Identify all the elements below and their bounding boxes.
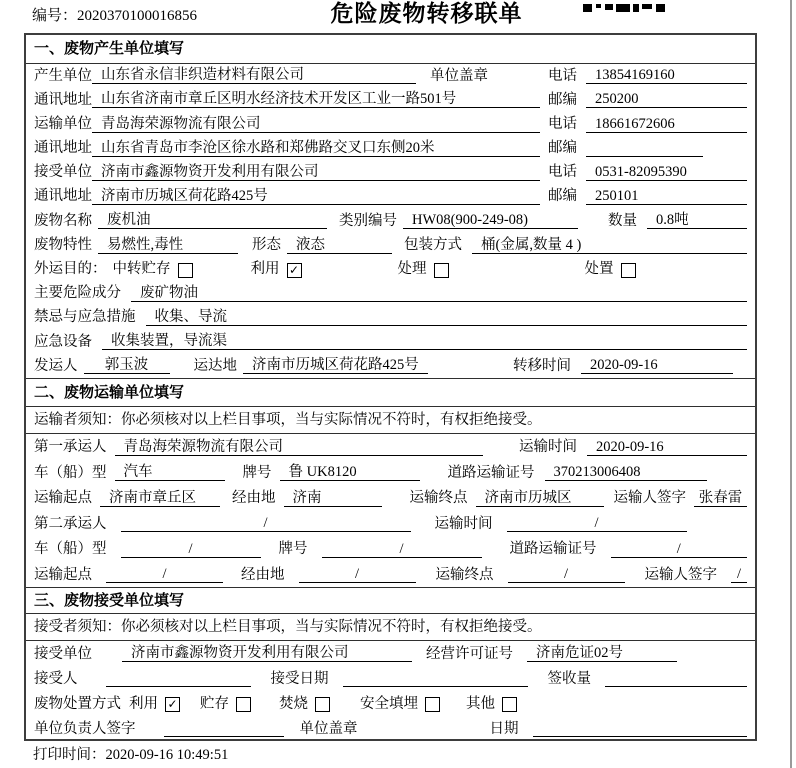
taboo-row bbox=[26, 306, 755, 330]
receive-zip-value: 250101 bbox=[586, 188, 747, 205]
produce-addr-value: 山东省济南市章丘区明水经济技术开发区工业一路501号 bbox=[92, 91, 540, 108]
disposal-option-other bbox=[466, 696, 517, 713]
date-label: 日期 bbox=[489, 720, 519, 737]
purpose-label: 外运目的： bbox=[34, 261, 107, 278]
transport-time-label: 运输时间 bbox=[519, 439, 577, 456]
receive-unit3-row bbox=[26, 641, 755, 666]
print-time-label: 打印时间： bbox=[33, 747, 106, 763]
receive-unit-value: 济南市鑫源物资开发利用有限公司 bbox=[92, 164, 540, 181]
phone-label: 电话 bbox=[548, 67, 577, 84]
receive-unit-row bbox=[26, 161, 755, 185]
disposal-option-landfill bbox=[360, 696, 440, 713]
option-text: 利用 bbox=[250, 261, 280, 278]
main-hazard-value: 废矿物油 bbox=[131, 285, 747, 302]
route2-sign-value: / bbox=[731, 566, 747, 583]
option-text: 其他 bbox=[466, 695, 495, 712]
checkbox-unchecked-icon bbox=[425, 697, 440, 712]
route1-start-label: 运输起点 bbox=[34, 490, 92, 507]
produce-addr-row bbox=[26, 88, 755, 112]
unit-stamp3-label: 单位盖章 bbox=[299, 720, 358, 737]
sender-value: 郭玉波 bbox=[84, 357, 170, 374]
main-hazard-label: 主要危险成分 bbox=[34, 285, 121, 302]
receive-phone-value: 0531-82095390 bbox=[586, 164, 747, 181]
route1-sign-label: 运输人签字 bbox=[613, 490, 686, 507]
route1-via-label: 经由地 bbox=[232, 490, 276, 507]
signed-qty-value bbox=[605, 670, 747, 687]
receive-date-label: 接受日期 bbox=[270, 670, 329, 687]
waste-form-table bbox=[24, 33, 757, 741]
vehicle1-label: 车（船）型 bbox=[34, 464, 107, 481]
option-text: 焚烧 bbox=[279, 695, 308, 712]
quantity-label: 数量 bbox=[608, 212, 637, 229]
transport-unit-row bbox=[26, 112, 755, 136]
route2-end-label: 运输终点 bbox=[435, 566, 494, 583]
packing-value: 桶(金属,数量 4 ) bbox=[472, 237, 747, 254]
disposal-row bbox=[26, 691, 755, 716]
carrier1-label: 第一承运人 bbox=[34, 439, 107, 456]
produce-phone-value: 13854169160 bbox=[586, 67, 747, 84]
route1-sign-value: 张春雷 bbox=[694, 490, 747, 507]
emergency-equip-value: 收集装置，导流渠 bbox=[102, 333, 747, 350]
route2-via-value: / bbox=[299, 566, 416, 583]
phone-label: 电话 bbox=[548, 164, 577, 181]
route1-via-value: 济南 bbox=[284, 490, 382, 507]
form-state-label: 形态 bbox=[252, 236, 281, 253]
checkbox-checked-icon: ✓ bbox=[287, 263, 302, 278]
form-number-label: 编号： bbox=[32, 8, 78, 24]
route2-start-value: / bbox=[106, 566, 223, 583]
purpose-option-transfer bbox=[113, 261, 193, 278]
checkbox-unchecked-icon bbox=[621, 263, 636, 278]
section-1-header: 一、废物产生单位填写 bbox=[26, 35, 755, 64]
purpose-option-dispose bbox=[585, 261, 636, 278]
print-time-value: 2020-09-16 10:49:51 bbox=[105, 747, 229, 763]
main-hazard-row bbox=[26, 282, 755, 306]
print-time bbox=[33, 747, 228, 764]
emergency-equip-row bbox=[26, 330, 755, 354]
waste-name-value: 废机油 bbox=[98, 212, 327, 229]
taboo-value: 收集、导流 bbox=[146, 309, 748, 326]
carrier1-value: 青岛海荣源物流有限公司 bbox=[115, 439, 484, 456]
packing-label: 包装方式 bbox=[404, 236, 462, 253]
zip-label: 邮编 bbox=[548, 91, 577, 108]
taboo-label: 禁忌与应急措施 bbox=[34, 309, 136, 326]
option-text: 安全填埋 bbox=[360, 695, 418, 712]
vehicle2-label: 车（船）型 bbox=[34, 541, 107, 558]
checkbox-unchecked-icon bbox=[178, 263, 193, 278]
business-license-label: 经营许可证号 bbox=[426, 645, 513, 662]
route2-row bbox=[26, 562, 755, 588]
receive-unit3-value: 济南市鑫源物资开发利用有限公司 bbox=[122, 645, 412, 662]
checkbox-checked-icon: ✓ bbox=[165, 697, 180, 712]
produce-unit-row bbox=[26, 64, 755, 88]
purpose-option-use bbox=[251, 261, 302, 278]
carrier2-value: / bbox=[121, 515, 411, 532]
checkbox-unchecked-icon bbox=[502, 697, 517, 712]
vehicle1-row bbox=[26, 460, 755, 486]
purpose-row bbox=[26, 258, 755, 282]
transfer-time-value: 2020-09-16 bbox=[581, 357, 733, 374]
form-state-value: 液态 bbox=[287, 237, 392, 254]
produce-unit-value: 山东省永信非织造材料有限公司 bbox=[92, 67, 416, 84]
transport-time2-label: 运输时间 bbox=[434, 515, 493, 532]
receive-date-value bbox=[343, 670, 528, 687]
waste-name-row bbox=[26, 209, 755, 233]
route1-start-value: 济南市章丘区 bbox=[100, 490, 220, 507]
vehicle1-value: 汽车 bbox=[115, 464, 225, 481]
quantity-value: 0.8吨 bbox=[647, 212, 747, 229]
transport-zip-value bbox=[586, 140, 703, 157]
vehicle2-value: / bbox=[121, 541, 261, 558]
page-title: 危险废物转移联单 bbox=[330, 1, 523, 27]
transporter-notice: 运输者须知：你必须核对以上栏目事项，当与实际情况不符时，有权拒绝接受。 bbox=[26, 407, 755, 434]
sender-label: 发运人 bbox=[34, 357, 78, 374]
route2-end-value: / bbox=[508, 566, 625, 583]
waste-prop-value: 易燃性,毒性 bbox=[98, 237, 238, 254]
transport-addr-row bbox=[26, 137, 755, 161]
zip-label: 邮编 bbox=[548, 188, 577, 205]
produce-zip-value: 250200 bbox=[586, 91, 747, 108]
receive-addr-label: 通讯地址 bbox=[34, 188, 92, 205]
sender-row bbox=[26, 354, 755, 378]
disposal-option-store bbox=[200, 696, 251, 713]
transport-unit-value: 青岛海荣源物流有限公司 bbox=[92, 116, 540, 133]
signed-qty-label: 签收量 bbox=[547, 670, 591, 687]
plate2-label: 牌号 bbox=[278, 541, 308, 558]
category-code-label: 类别编号 bbox=[339, 212, 397, 229]
zip-label: 邮编 bbox=[548, 140, 577, 157]
plate1-label: 牌号 bbox=[242, 464, 272, 481]
unit-stamp-label: 单位盖章 bbox=[430, 67, 488, 84]
route2-start-label: 运输起点 bbox=[34, 566, 92, 583]
disposal-option-burn bbox=[279, 696, 330, 713]
section-3-header: 三、废物接受单位填写 bbox=[26, 587, 755, 614]
disposal-option-use bbox=[129, 696, 180, 713]
road-license1-label: 道路运输证号 bbox=[447, 464, 535, 481]
disposal-label: 废物处置方式 bbox=[34, 695, 121, 712]
qr-code-fragment-icon bbox=[583, 0, 665, 8]
unit-head-sign-value bbox=[164, 720, 284, 737]
emergency-equip-label: 应急设备 bbox=[34, 333, 92, 350]
destination-label: 运达地 bbox=[193, 357, 237, 374]
option-text: 贮存 bbox=[200, 695, 229, 712]
checkbox-unchecked-icon bbox=[315, 697, 330, 712]
road-license2-label: 道路运输证号 bbox=[509, 541, 597, 558]
window-edge-line bbox=[790, 0, 792, 768]
form-number-value: 2020370100016856 bbox=[77, 8, 198, 24]
transport-unit-label: 运输单位 bbox=[34, 115, 92, 132]
road-license1-value: 370213006408 bbox=[545, 464, 708, 481]
transport-phone-value: 18661672606 bbox=[586, 116, 747, 133]
vehicle2-row bbox=[26, 536, 755, 562]
waste-prop-label: 废物特性 bbox=[34, 236, 92, 253]
receiver-value bbox=[106, 670, 251, 687]
option-text: 处理 bbox=[397, 261, 427, 278]
carrier2-label: 第二承运人 bbox=[34, 515, 107, 532]
route1-end-label: 运输终点 bbox=[409, 490, 468, 507]
road-license2-value: / bbox=[611, 541, 748, 558]
waste-prop-row bbox=[26, 233, 755, 257]
receive-addr-row bbox=[26, 185, 755, 209]
transport-time2-value: / bbox=[507, 515, 687, 532]
transport-addr-value: 山东省青岛市李沧区徐水路和郑佛路交叉口东侧20米 bbox=[92, 140, 540, 157]
purpose-option-treat bbox=[398, 261, 449, 278]
route1-row bbox=[26, 485, 755, 511]
produce-addr-label: 通讯地址 bbox=[34, 91, 92, 108]
produce-unit-label: 产生单位 bbox=[34, 67, 92, 84]
receive-unit3-label: 接受单位 bbox=[34, 645, 92, 662]
signature-row bbox=[26, 716, 755, 741]
category-code-value: HW08(900-249-08) bbox=[403, 212, 578, 229]
destination-value: 济南市历城区荷花路425号 bbox=[243, 357, 428, 374]
checkbox-unchecked-icon bbox=[434, 263, 449, 278]
plate2-value: / bbox=[322, 541, 482, 558]
route2-sign-label: 运输人签字 bbox=[644, 566, 717, 583]
phone-label: 电话 bbox=[548, 115, 577, 132]
business-license-value: 济南危证02号 bbox=[527, 645, 677, 662]
carrier2-row bbox=[26, 511, 755, 537]
date-value bbox=[533, 720, 748, 737]
transfer-time-label: 转移时间 bbox=[513, 357, 571, 374]
route1-end-value: 济南市历城区 bbox=[476, 490, 604, 507]
route2-via-label: 经由地 bbox=[241, 566, 285, 583]
receive-addr-value: 济南市历城区荷花路425号 bbox=[92, 188, 540, 205]
carrier1-row bbox=[26, 434, 755, 460]
unit-head-sign-label: 单位负责人签字 bbox=[34, 720, 136, 737]
option-text: 处置 bbox=[584, 261, 614, 278]
receive-unit-label: 接受单位 bbox=[34, 164, 92, 181]
checkbox-unchecked-icon bbox=[236, 697, 251, 712]
option-text: 利用 bbox=[129, 695, 158, 712]
receiver-label: 接受人 bbox=[34, 670, 78, 687]
transport-addr-label: 通讯地址 bbox=[34, 140, 92, 157]
option-text: 中转贮存 bbox=[112, 261, 171, 278]
plate1-value: 鲁 UK8120 bbox=[280, 464, 420, 481]
transport-time-value: 2020-09-16 bbox=[587, 439, 747, 456]
receiver-notice: 接受者须知：你必须核对以上栏目事项，当与实际情况不符时，有权拒绝接受。 bbox=[26, 614, 755, 641]
section-2-header: 二、废物运输单位填写 bbox=[26, 378, 755, 407]
receiver-row bbox=[26, 666, 755, 691]
waste-name-label: 废物名称 bbox=[34, 212, 92, 229]
